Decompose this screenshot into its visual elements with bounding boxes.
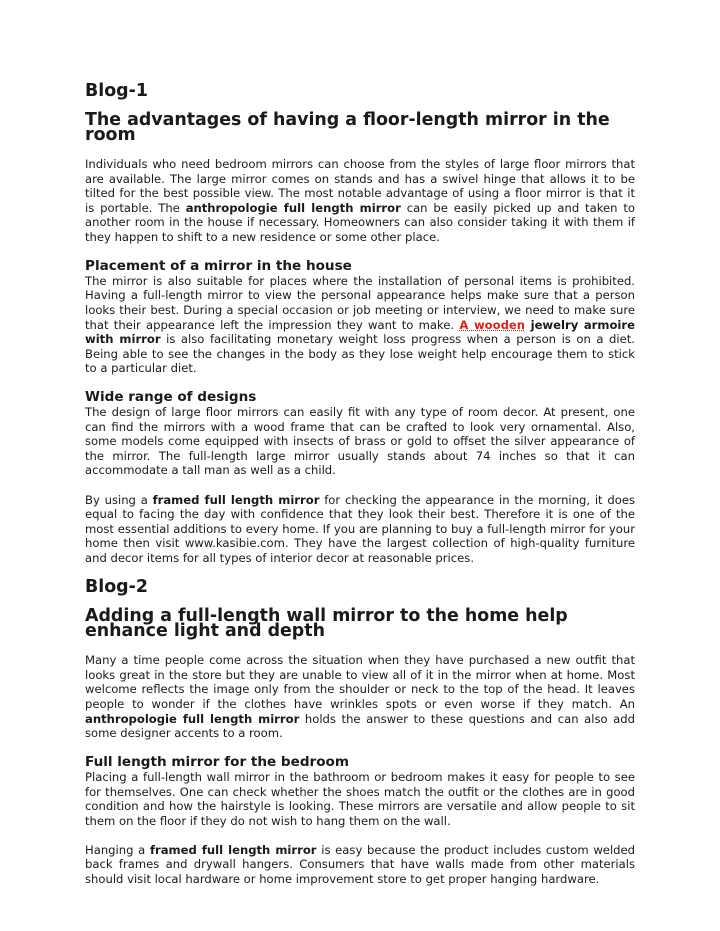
text-run: holds the answer to these questions and can also add some designer accents to a room.	[85, 711, 635, 741]
document-page	[85, 81, 636, 887]
designs-paragraph: The design of large floor mirrors can easily fit with any type of room decor. At present, one can find the mirrors with a wood frame that can be crafted to look very ornamental. Also, some models come equipped with insects of brass or gold to offset the silver appearance of the mirror. The full-length large mirror usually stands about 74 inches so that it can accommodate a tall man as well as a child.	[85, 405, 635, 478]
bedroom-heading: Full length mirror for the bedroom	[85, 754, 349, 771]
blog1-label: Blog-1	[85, 81, 148, 101]
text-run: is easy because the product includes custom welded back frames and drywall hangers. Consumers that have walls made from other materials should visit local hardware or home improvement store to get proper hanging hardware.	[85, 842, 636, 887]
blog1-title: The advantages of having a floor-length mirror in the room	[85, 110, 610, 145]
blog2-intro-paragraph	[85, 653, 635, 741]
text-run: Hanging a	[85, 842, 150, 857]
placement-paragraph	[85, 274, 635, 376]
text-run: Individuals who need bedroom mirrors can choose from the styles of large floor mirrors that are available. The large mirror comes on stands and has a swivel hinge that allows it to be tilted for the best possible view. The most notable advantage of using a floor mirror is that it is portable. The	[85, 156, 635, 215]
designs-heading: Wide range of designs	[85, 389, 257, 406]
bold-keyword: anthropologie full length mirror	[185, 200, 401, 215]
text-run: Many a time people come across the situation when they have purchased a new outfit that looks great in the store but they are unable to view all of it in the mirror when at home. Most welcome reflects the image only from the shoulder or neck to the top of the head. It leaves people to wonder if the clothes have wrinkles spots or even worse if they match. An	[85, 653, 635, 711]
blog2-label: Blog-2	[85, 577, 148, 598]
bold-keyword: framed full length mirror	[149, 842, 317, 857]
text-run: The mirror is also suitable for places where the installation of personal items is prohibited. Having a full-length mirror to view the personal appearance helps make sure that a person looks their best. During a special occasion or job meeting or interview, we need to make sure that their appearance left the impression they want to make.	[85, 273, 635, 332]
hanging-paragraph	[85, 843, 635, 887]
bold-keyword: anthropologie full length mirror	[85, 711, 300, 726]
blog1-intro-paragraph	[85, 157, 635, 245]
text-run: for checking the appearance in the morning, it does equal to facing the day with confidence that they look their best. Therefore it is one of the most essential additions to every home. If you are planning to buy a full-length mirror for your home then visit	[85, 492, 636, 551]
bold-keyword: framed full length mirror	[152, 492, 320, 507]
blog2-title: Adding a full-length wall mirror to the home help enhance light and depth	[85, 606, 568, 641]
text-run: By using a	[85, 492, 153, 507]
bold-keyword: jewelry armoire with mirror	[85, 317, 635, 347]
placement-heading: Placement of a mirror in the house	[85, 258, 352, 275]
website-link[interactable]: www.kasibie.com	[184, 536, 285, 551]
text-run: can be easily picked up and taken to another room in the house if necessary. Homeowners can also consider taking it with them if they happen to shift to a new residence or some other place.	[85, 200, 635, 244]
closing-paragraph	[85, 493, 635, 566]
text-run: is also facilitating monetary weight loss progress when a person is on a diet. Being able to see the changes in the body as they lose weight help encourage them to stick to a particular diet.	[85, 332, 635, 376]
highlighted-keyword: A wooden	[459, 317, 525, 332]
text-run: . They have the largest collection of high-quality furniture and decor items for all types of interior decor at reasonable prices.	[85, 536, 635, 565]
bedroom-paragraph: Placing a full-length wall mirror in the bathroom or bedroom makes it easy for people to see for themselves. One can check whether the shoes match the outfit or the clothes are in good condition and how the hairstyle is looking. These mirrors are versatile and allow people to sit them on the floor if they do not wish to hang them on the wall.	[85, 769, 635, 828]
